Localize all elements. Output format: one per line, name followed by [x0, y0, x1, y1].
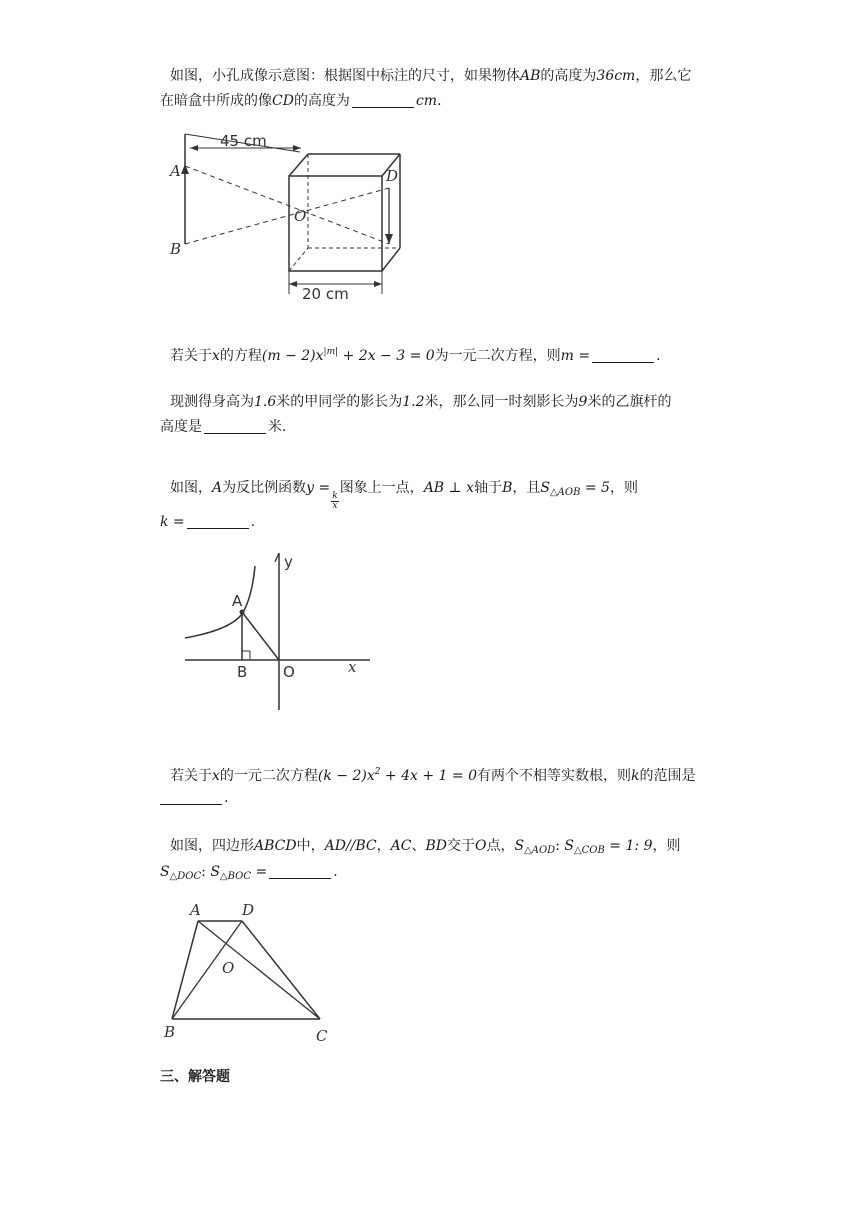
point-b-label: B: [164, 1023, 176, 1041]
point-o-label: O: [294, 207, 307, 225]
origin-o-label: O: [283, 663, 295, 681]
fraction-k-over-x: $\frac{k}{x}$: [332, 491, 338, 511]
point-o-label: O: [222, 959, 235, 977]
point-b-label: B: [237, 663, 248, 681]
question-6-line-2: $S_{\triangle DOC}$: $S_{\triangle BOC}$ = .: [160, 864, 338, 882]
question-4-line-2: k = .: [160, 514, 256, 530]
x-axis-label: x: [348, 658, 357, 676]
inverse-proportion-figure: [180, 548, 380, 718]
point-d-label: D: [386, 167, 399, 185]
trapezoid-abcd-figure: [160, 895, 340, 1055]
question-4-line-1: 如图，A为反比例函数y = $\frac{k}{x}$ 图象上一点，AB ⊥ x轴于B，且$S_{\triangle AOB} = 5$，则: [170, 480, 638, 511]
question-2-text: 若关于x的方程$(m - 2)x^{|m|} + 2x - 3 = 0$为一元二次方程，则m = ．: [170, 347, 671, 364]
y-axis-label: y: [284, 553, 293, 571]
question-1-line-1: 如图，小孔成像示意图：根据图中标注的尺寸，如果物体AB的高度为36cm，那么它: [170, 68, 692, 84]
question-6-line-1: 如图，四边形ABCD中，AD//BC，AC、BD交于O点，$S_{\triangle AOD}$: $S_{\triangle COB} = 1$: 9，则: [170, 838, 681, 856]
point-b-label: B: [170, 240, 182, 258]
answer-blank: [352, 92, 414, 108]
answer-blank: [204, 418, 266, 434]
point-d-label: D: [242, 901, 255, 919]
answer-blank: [592, 347, 654, 363]
question-5-line-1: 若关于x的一元二次方程$(k - 2)x^2 + 4x + 1 = 0$有两个不相等实数根，则k的范围是: [170, 767, 696, 784]
answer-blank: [187, 513, 249, 529]
point-a-label: A: [190, 901, 201, 919]
point-c-label: C: [316, 1027, 328, 1045]
pinhole-camera-figure: [160, 126, 410, 311]
question-1-line-2: 在暗盒中所成的像CD的高度为 cm．: [160, 93, 452, 109]
question-5-line-2: .: [160, 786, 720, 811]
question-3-line-1: 现测得身高为1.6米的甲同学的影长为1.2米，那么同一时刻影长为9米的乙旗杆的: [170, 394, 672, 410]
section-heading-answer-questions: 三、解答题: [160, 1069, 230, 1085]
question-1-text: [160, 64, 730, 89]
dimension-45cm-label: 45 cm: [220, 132, 267, 150]
point-a-label: A: [232, 592, 243, 610]
question-3-line-2: 高度是 米．: [160, 419, 296, 435]
answer-blank: [160, 789, 222, 805]
point-a-label: A: [170, 162, 181, 180]
answer-blank: [269, 863, 331, 879]
dimension-20cm-label: 20 cm: [302, 285, 349, 303]
